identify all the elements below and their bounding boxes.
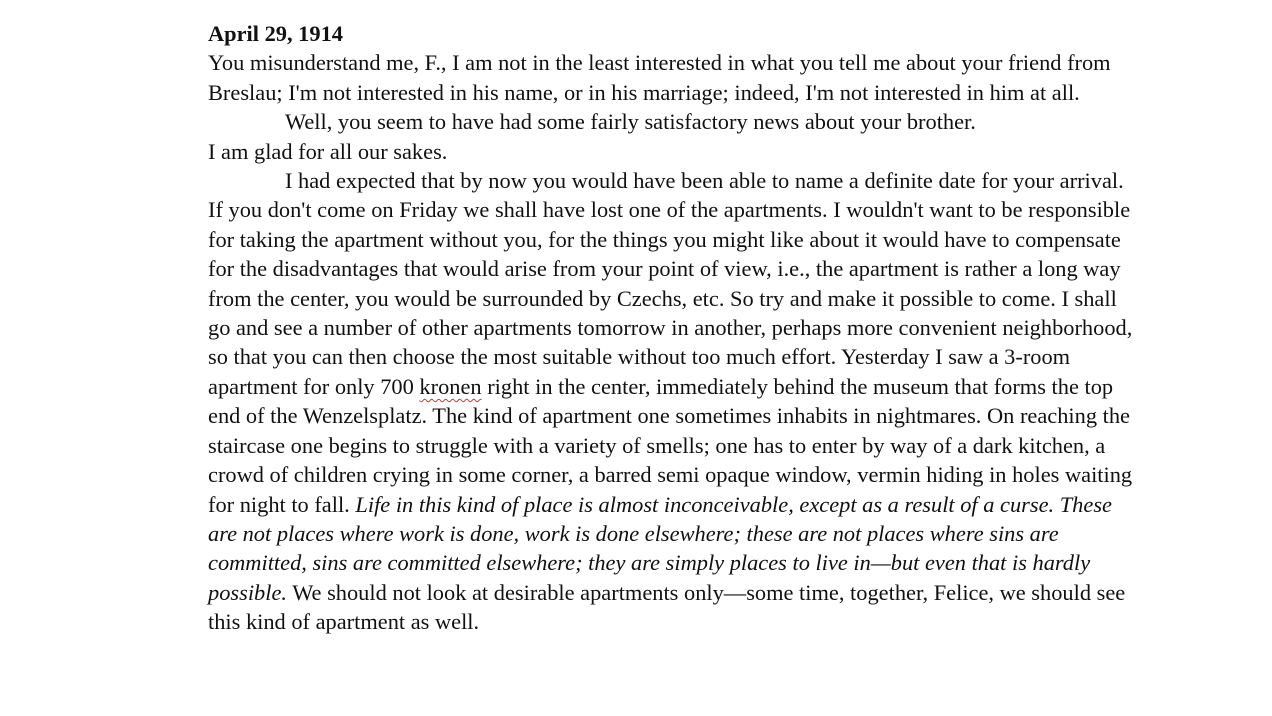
paragraph-4-italic-passage: Life in this kind of place is almost inconceivable, except as a result of a curse. These are not places where work is done, work is done elsewhere; these are not places where sins are committed, sins are committed elsewhere; they are simply places to live in—but even that is hardly possible. [208,491,1112,605]
paragraph-1: You misunderstand me, F., I am not in the least interested in what you tell me about your friend from Breslau; I'm not interested in his name, or in his marriage; indeed, I'm not interested in him at all. [208,50,1111,105]
spellcheck-flagged-word[interactable]: kronen [419,373,482,399]
paragraph-2: Well, you seem to have had some fairly satisfactory news about your brother. [285,109,976,135]
paragraph-3: I am glad for all our sakes. [208,138,448,164]
paragraph-4 [208,166,1140,637]
paragraph-4-text-middle: right in the center, immediately behind the museum that forms the top end of the Wenzelsplatz. The kind of apartment one sometimes inhabits in nightmares. On reaching the staircase one begins to struggle with a variety of smells; one has to enter by way of a dark kitchen, a crowd of children crying in some corner, a barred semi opaque window, vermin hiding in holes waiting for night to fall. [208,373,1133,517]
paragraph-4-text-start: I had expected that by now you would have been able to name a definite date for your arrival. If you don't come on Friday we shall have lost one of the apartments. I wouldn't want to be responsible for taking the apartment without you, for the things you might like about it would have to compensate for the disadvantages that would arise from your point of view, i.e., the apartment is rather a long way from the center, you would be surrounded by Czechs, etc. So try and make it possible to come. I shall go and see a number of other apartments tomorrow in another, perhaps more convenient neighborhood, so that you can then choose the most suitable without too much effort. Yesterday I saw a 3-room apartment for only 700 [208,168,1133,399]
letter-date: April 29, 1914 [208,21,343,46]
paragraph-4-text-end: We should not look at desirable apartments only—some time, together, Felice, we should see this kind of apartment as well. [208,579,1126,635]
document-body[interactable] [208,19,1140,637]
